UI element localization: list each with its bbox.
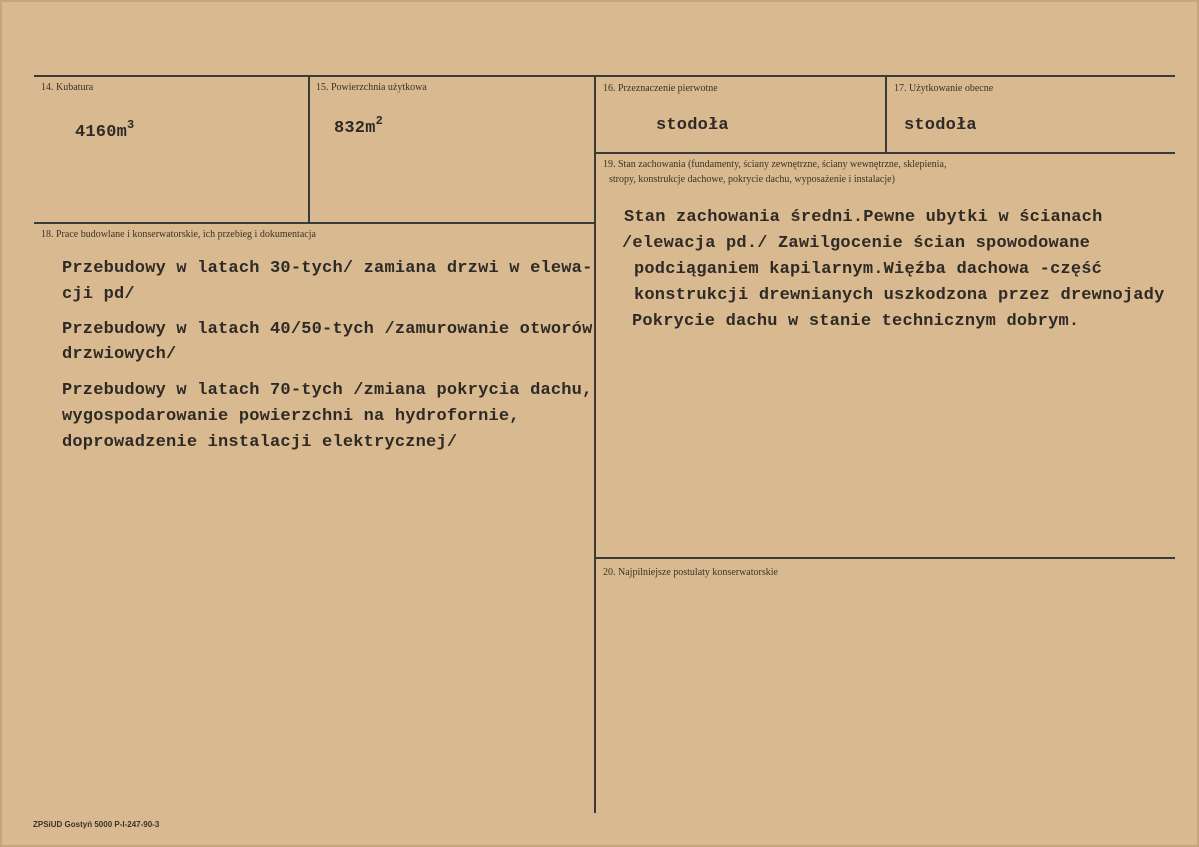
field-14-unit-exponent: 3 <box>127 118 135 132</box>
field-18-line-3: Przebudowy w latach 40/50-tych /zamurowanie otworów <box>62 320 593 339</box>
field-15-value <box>334 114 383 138</box>
field-19-line-2: /elewacja pd./ Zawilgocenie ścian spowodowane <box>622 234 1091 253</box>
rule-under-16-17 <box>594 152 1175 154</box>
field-18-line-5: Przebudowy w latach 70-tych /zmiana pokrycia dachu, <box>62 381 593 400</box>
field-20-label: 20. Najpilniejsze postulaty konserwatorskie <box>603 567 778 578</box>
field-14-label: 14. Kubatura <box>41 82 94 93</box>
field-19-line-1: Stan zachowania średni.Pewne ubytki w ścianach <box>624 208 1103 227</box>
printer-imprint: ZPSiUD Gostyń 5000 P-I-247-90-3 <box>33 820 160 829</box>
divider-14-15 <box>308 75 310 223</box>
field-17-value: stodoła <box>904 116 977 135</box>
field-19-line-3: podciąganiem kapilarnym.Więźba dachowa -część <box>634 260 1103 279</box>
rule-under-14-15 <box>34 222 595 224</box>
field-16-value: stodoła <box>656 116 729 135</box>
field-19-label-line-1: 19. Stan zachowania (fundamenty, ściany zewnętrzne, ściany wewnętrzne, sklepienia, <box>603 159 947 170</box>
center-divider <box>594 75 596 813</box>
field-18-line-4: drzwiowych/ <box>62 345 177 364</box>
top-rule <box>34 75 1175 77</box>
field-18-line-1: Przebudowy w latach 30-tych/ zamiana drzwi w elewa- <box>62 259 593 278</box>
field-15-number: 832m <box>334 119 376 138</box>
field-19-label-line-2: stropy, konstrukcje dachowe, pokrycie dachu, wyposażenie i instalacje) <box>609 174 895 185</box>
divider-16-17 <box>885 75 887 153</box>
field-15-unit-exponent: 2 <box>375 114 384 128</box>
rule-above-20 <box>594 557 1175 559</box>
field-18-line-2: cji pd/ <box>62 285 135 304</box>
field-16-label: 16. Przeznaczenie pierwotne <box>603 83 718 94</box>
field-19-line-5: Pokrycie dachu w stanie technicznym dobrym. <box>632 312 1080 331</box>
field-14-value <box>75 118 134 142</box>
field-18-label: 18. Prace budowlane i konserwatorskie, ich przebieg i dokumentacja <box>41 229 316 240</box>
field-19-line-4: konstrukcji drewnianych uszkodzona przez drewnojady <box>634 286 1165 305</box>
field-14-number: 4160m <box>75 123 128 142</box>
field-15-label: 15. Powierzchnia użytkowa <box>316 82 427 93</box>
field-17-label: 17. Użytkowanie obecne <box>894 83 994 94</box>
field-18-line-6: wygospodarowanie powierzchni na hydrofornie, <box>62 407 520 426</box>
field-18-line-7: doprowadzenie instalacji elektrycznej/ <box>62 433 458 452</box>
